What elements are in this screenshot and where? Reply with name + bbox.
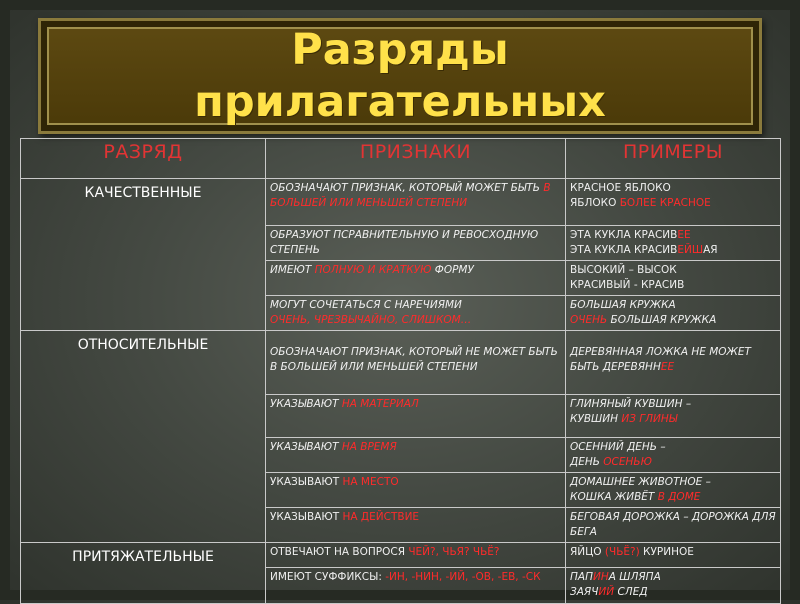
table-row (21, 179, 781, 226)
title-banner (38, 18, 762, 134)
example-cell: ВЫСОКИЙ – ВЫСОК КРАСИВЫЙ - КРАСИВ (566, 261, 781, 296)
example-cell: ДОМАШНЕЕ ЖИВОТНОЕ – КОШКА ЖИВЁТ В ДОМЕ (566, 473, 781, 508)
feature-cell: ОБРАЗУЮТ ПСРАВНИТЕЛЬНУЮ И РЕВОСХОДНУЮ СТЕПЕНЬ (266, 226, 566, 261)
feature-cell: УКАЗЫВАЮТ НА МАТЕРИАЛ (266, 395, 566, 438)
category-relative: ОТНОСИТЕЛЬНЫЕ (21, 331, 266, 543)
slide-title: Разряды прилагательных (194, 25, 606, 127)
category-possessive: ПРИТЯЖАТЕЛЬНЫЕ (21, 543, 266, 604)
header-features: ПРИЗНАКИ (266, 139, 566, 179)
table-header-row (21, 139, 781, 179)
header-category: РАЗРЯД (21, 139, 266, 179)
feature-cell: УКАЗЫВАЮТ НА ВРЕМЯ (266, 438, 566, 473)
example-cell: ЭТА КУКЛА КРАСИВЕЕ ЭТА КУКЛА КРАСИВЕЙШАЯ (566, 226, 781, 261)
example-cell: ПАПИНА ШЛЯПА ЗАЯЧИЙ СЛЕД (566, 568, 781, 604)
table-row (21, 331, 781, 395)
feature-cell: ИМЕЮТ ПОЛНУЮ И КРАТКУЮ ФОРМУ (266, 261, 566, 296)
example-cell: ЯЙЦО (ЧЬЁ?) КУРИНОЕ (566, 543, 781, 568)
example-cell: ДЕРЕВЯННАЯ ЛОЖКА НЕ МОЖЕТ БЫТЬ ДЕРЕВЯННЕЕ (566, 331, 781, 395)
table-row (21, 543, 781, 568)
feature-cell: ОБОЗНАЧАЮТ ПРИЗНАК, КОТОРЫЙ МОЖЕТ БЫТЬ В БОЛЬШЕЙ ИЛИ МЕНЬШЕЙ СТЕПЕНИ (266, 179, 566, 226)
example-cell: ОСЕННИЙ ДЕНЬ – ДЕНЬ ОСЕНЬЮ (566, 438, 781, 473)
example-cell: КРАСНОЕ ЯБЛОКО ЯБЛОКО БОЛЕЕ КРАСНОЕ (566, 179, 781, 226)
feature-cell: ИМЕЮТ СУФФИКСЫ: -ИН, -НИН, -ИЙ, -ОВ, -ЕВ, -СК (266, 568, 566, 604)
example-cell: БОЛЬШАЯ КРУЖКА ОЧЕНЬ БОЛЬШАЯ КРУЖКА (566, 296, 781, 331)
feature-cell: УКАЗЫВАЮТ НА МЕСТО (266, 473, 566, 508)
feature-cell: ОТВЕЧАЮТ НА ВОПРОСЯ ЧЕЙ?, ЧЬЯ? ЧЬЁ? (266, 543, 566, 568)
category-qualitative: КАЧЕСТВЕННЫЕ (21, 179, 266, 331)
feature-cell: МОГУТ СОЧЕТАТЬСЯ С НАРЕЧИЯМИ ОЧЕНЬ, ЧРЕЗВЫЧАЙНО, СЛИШКОМ… (266, 296, 566, 331)
example-cell: БЕГОВАЯ ДОРОЖКА – ДОРОЖКА ДЛЯ БЕГА (566, 508, 781, 543)
adjective-categories-table (20, 138, 781, 604)
example-cell: ГЛИНЯНЫЙ КУВШИН – КУВШИН ИЗ ГЛИНЫ (566, 395, 781, 438)
header-examples: ПРИМЕРЫ (566, 139, 781, 179)
feature-cell: ОБОЗНАЧАЮТ ПРИЗНАК, КОТОРЫЙ НЕ МОЖЕТ БЫТЬ В БОЛЬШЕЙ ИЛИ МЕНЬШЕЙ СТЕПЕНИ (266, 331, 566, 395)
feature-cell: УКАЗЫВАЮТ НА ДЕЙСТВИЕ (266, 508, 566, 543)
